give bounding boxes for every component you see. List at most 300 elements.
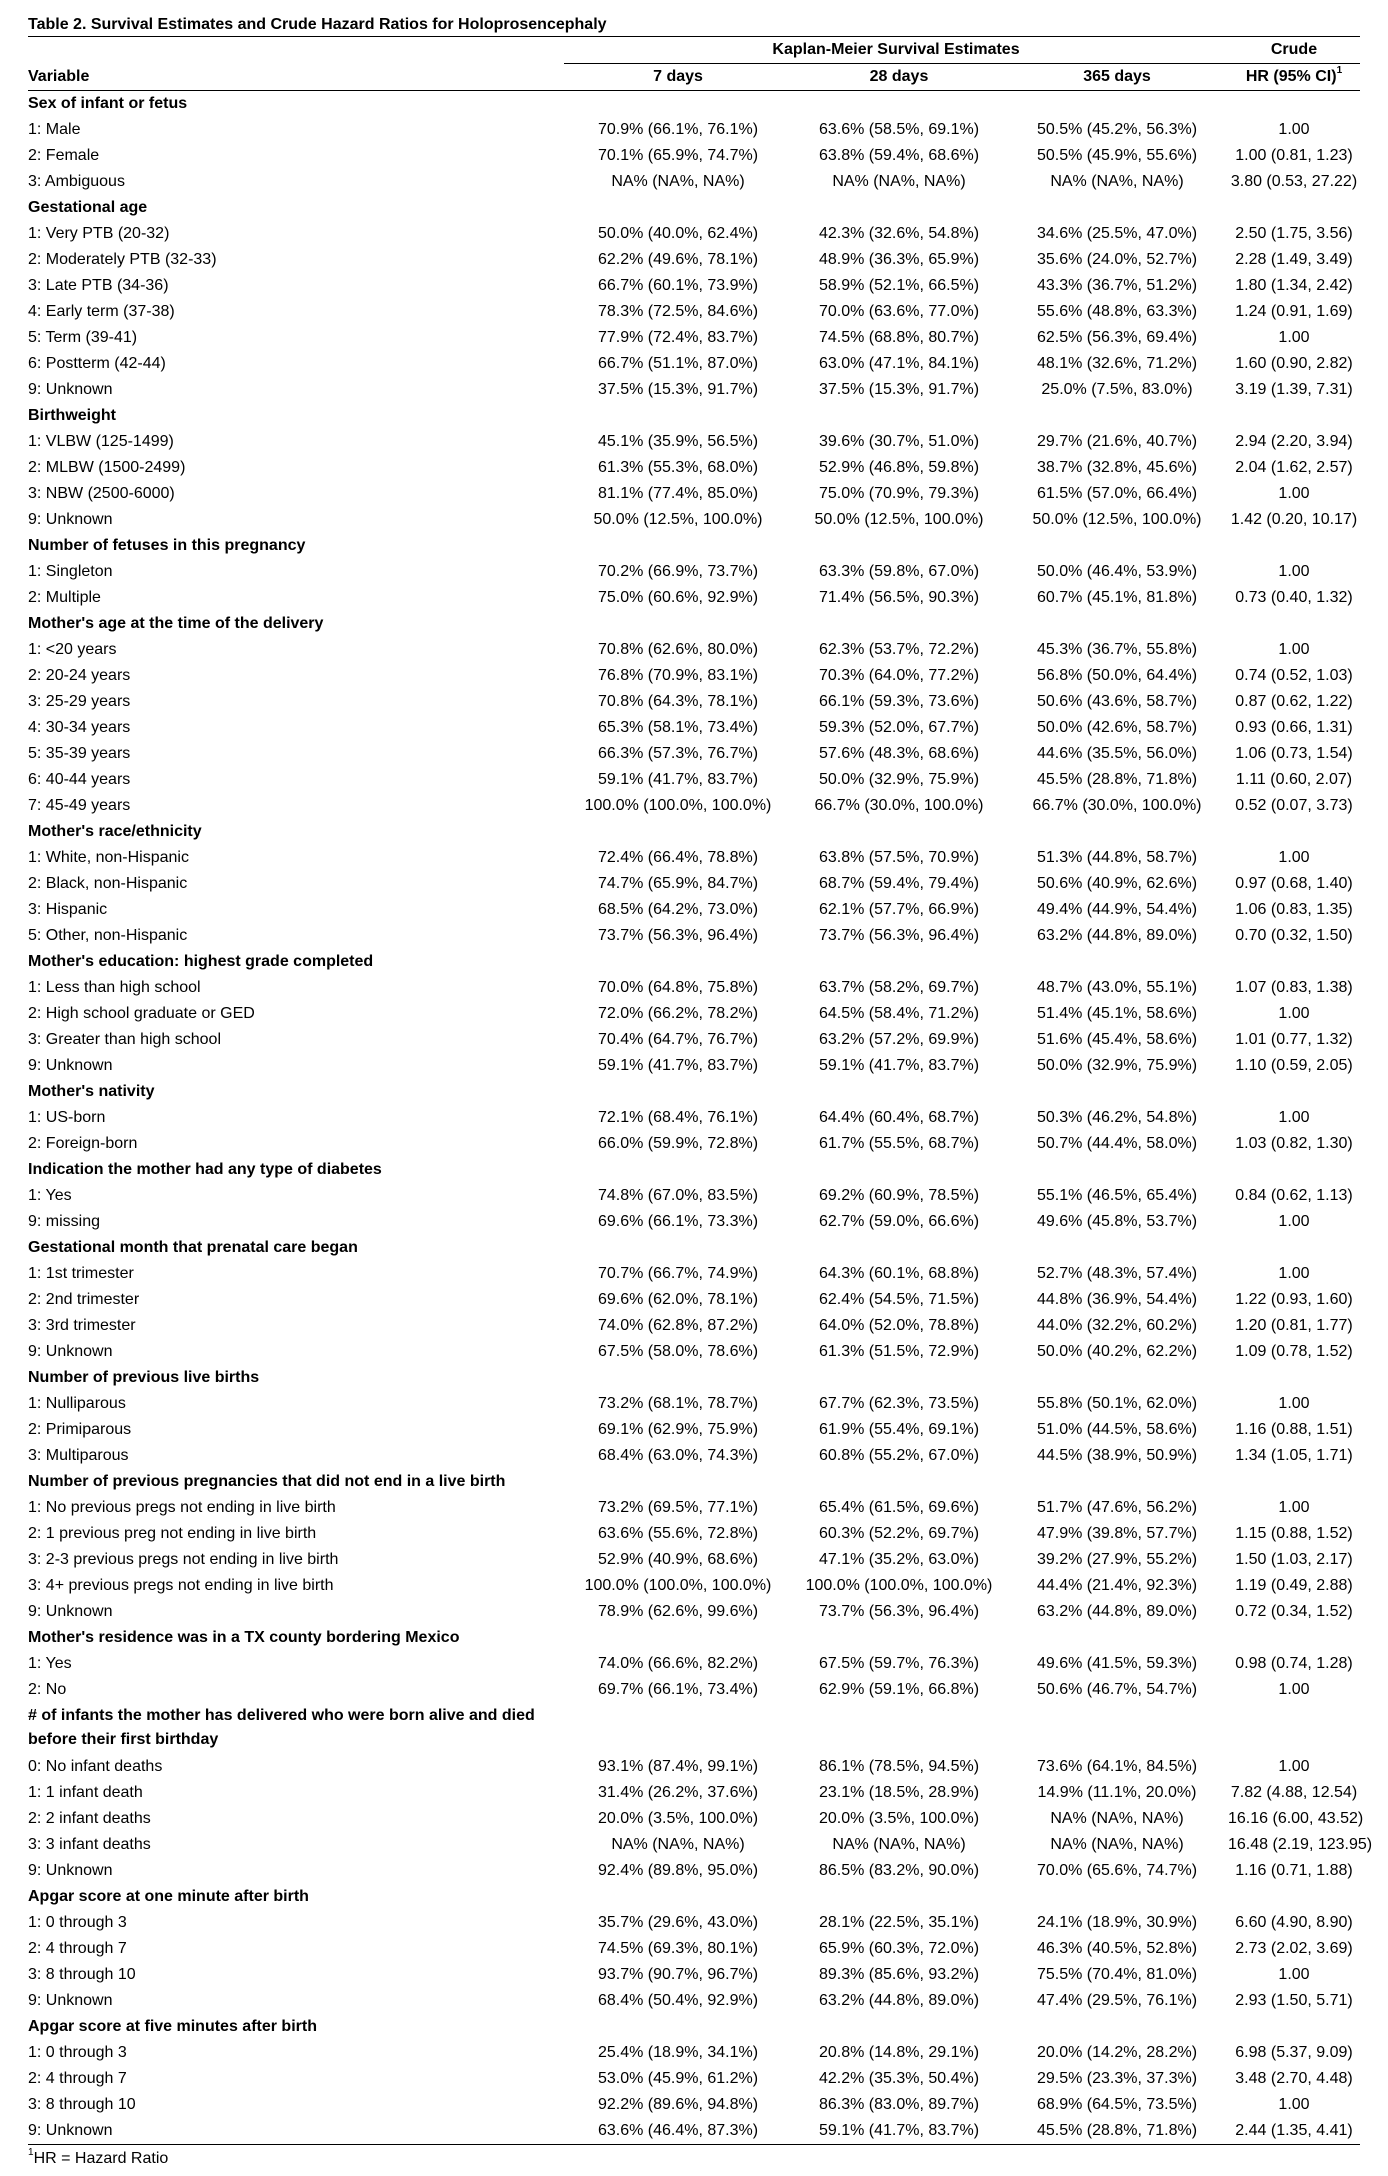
hr-cell: 1.50 (1.03, 2.17)	[1235, 1551, 1353, 1568]
table-row	[28, 1105, 1360, 1131]
hr-cell: 1.00	[1278, 1681, 1310, 1698]
day365-cell: 50.0% (32.9%, 75.9%)	[1036, 1057, 1198, 1074]
day7-cell: 69.1% (62.9%, 75.9%)	[597, 1421, 759, 1438]
day7-cell: 78.9% (62.6%, 99.6%)	[597, 1603, 759, 1620]
day365-cell: 44.8% (36.9%, 54.4%)	[1036, 1291, 1198, 1308]
table-row	[28, 923, 1360, 949]
section-empty-cell	[564, 1235, 792, 1261]
variable-cell: 5: Other, non-Hispanic	[28, 927, 188, 944]
section-title: Number of previous pregnancies that did not end in a live birth	[28, 1473, 506, 1490]
day365-cell: 48.1% (32.6%, 71.2%)	[1036, 355, 1198, 372]
day365-cell: 44.6% (35.5%, 56.0%)	[1036, 745, 1198, 762]
hr-cell: 1.34 (1.05, 1.71)	[1235, 1447, 1353, 1464]
section-empty-cell	[1006, 949, 1228, 975]
day28-cell: 63.8% (59.4%, 68.6%)	[818, 147, 980, 164]
day28-cell: NA% (NA%, NA%)	[832, 1836, 966, 1853]
section-empty-cell	[792, 1703, 1006, 1754]
footnote	[28, 2147, 1360, 2171]
hr-cell: 1.06 (0.83, 1.35)	[1235, 901, 1353, 918]
day7-cell: 66.3% (57.3%, 76.7%)	[597, 745, 759, 762]
day7-cell: 73.2% (69.5%, 77.1%)	[597, 1499, 759, 1516]
hr-cell: 1.11 (0.60, 2.07)	[1235, 771, 1353, 788]
day28-cell: 61.3% (51.5%, 72.9%)	[818, 1343, 980, 1360]
table-row	[28, 975, 1360, 1001]
section-empty-cell	[564, 1703, 792, 1754]
day28-cell: 60.3% (52.2%, 69.7%)	[818, 1525, 980, 1542]
section-empty-cell	[1006, 91, 1228, 118]
variable-cell: 9: Unknown	[28, 2118, 564, 2145]
hr-cell: 2.73 (2.02, 3.69)	[1235, 1940, 1353, 1957]
section-title: Mother's residence was in a TX county bordering Mexico	[28, 1629, 460, 1646]
table-row	[28, 429, 1360, 455]
day28-cell: 39.6% (30.7%, 51.0%)	[818, 433, 980, 450]
variable-cell: 9: Unknown	[28, 381, 113, 398]
section-header-row	[28, 611, 1360, 637]
day7-cell: 78.3% (72.5%, 84.6%)	[597, 303, 759, 320]
day7-cell: 70.8% (64.3%, 78.1%)	[597, 693, 759, 710]
variable-cell: 2: Black, non-Hispanic	[28, 875, 188, 892]
hr-cell: 16.16 (6.00, 43.52)	[1228, 1810, 1364, 1827]
table-row	[28, 1131, 1360, 1157]
section-header-row	[28, 91, 1360, 118]
day28-cell: 61.7% (55.5%, 68.7%)	[818, 1135, 980, 1152]
section-empty-cell	[1006, 195, 1228, 221]
day365-column-header: 365 days	[1006, 64, 1228, 91]
section-empty-cell	[564, 611, 792, 637]
table-row	[28, 767, 1360, 793]
hr-cell: 3.19 (1.39, 7.31)	[1235, 381, 1353, 398]
day28-cell: 67.7% (62.3%, 73.5%)	[818, 1395, 980, 1412]
section-empty-cell	[564, 1884, 792, 1910]
day7-cell: 81.1% (77.4%, 85.0%)	[597, 485, 759, 502]
day7-cell: 50.0% (12.5%, 100.0%)	[593, 511, 763, 528]
section-empty-cell	[564, 949, 792, 975]
variable-cell: 3: 3rd trimester	[28, 1317, 136, 1334]
day28-cell: 75.0% (70.9%, 79.3%)	[818, 485, 980, 502]
day28-cell: 70.3% (64.0%, 77.2%)	[818, 667, 980, 684]
day7-cell: 73.7% (56.3%, 96.4%)	[597, 927, 759, 944]
day28-cell: 61.9% (55.4%, 69.1%)	[818, 1421, 980, 1438]
section-header-row	[28, 533, 1360, 559]
variable-cell: 2: No	[28, 1681, 67, 1698]
hr-cell: 2.28 (1.49, 3.49)	[1235, 251, 1353, 268]
day28-cell: 50.0% (32.9%, 75.9%)	[818, 771, 980, 788]
table-row	[28, 1806, 1360, 1832]
variable-cell: 2: Foreign-born	[28, 1135, 138, 1152]
km-group-header: Kaplan-Meier Survival Estimates	[564, 37, 1228, 64]
day365-cell: 55.1% (46.5%, 65.4%)	[1036, 1187, 1198, 1204]
day7-cell: 63.6% (46.4%, 87.3%)	[564, 2118, 792, 2145]
day7-cell: 72.0% (66.2%, 78.2%)	[597, 1005, 759, 1022]
table-row	[28, 299, 1360, 325]
hr-cell: 1.00	[1278, 1758, 1310, 1775]
section-title: Birthweight	[28, 407, 116, 424]
day365-cell: 46.3% (40.5%, 52.8%)	[1036, 1940, 1198, 1957]
section-empty-cell	[564, 1625, 792, 1651]
day28-cell: 59.3% (52.0%, 67.7%)	[818, 719, 980, 736]
table-row	[28, 377, 1360, 403]
day7-cell: 68.4% (50.4%, 92.9%)	[597, 1992, 759, 2009]
day7-cell: 74.8% (67.0%, 83.5%)	[597, 1187, 759, 1204]
section-empty-cell	[1228, 2014, 1360, 2040]
day28-cell: 63.2% (57.2%, 69.9%)	[818, 1031, 980, 1048]
header-spacer	[28, 37, 564, 64]
table-row	[28, 1910, 1360, 1936]
day28-cell: 59.1% (41.7%, 83.7%)	[818, 1057, 980, 1074]
variable-cell: 2: Female	[28, 147, 100, 164]
day7-cell: 35.7% (29.6%, 43.0%)	[597, 1914, 759, 1931]
table-title: Table 2. Survival Estimates and Crude Hazard Ratios for Holoprosencephaly	[28, 16, 607, 33]
day365-cell: 61.5% (57.0%, 66.4%)	[1036, 485, 1198, 502]
table-row	[28, 507, 1360, 533]
section-header-row	[28, 1703, 1360, 1754]
section-empty-cell	[792, 1235, 1006, 1261]
section-empty-cell	[1228, 1703, 1360, 1754]
table-row	[28, 1313, 1360, 1339]
day7-cell: 70.0% (64.8%, 75.8%)	[597, 979, 759, 996]
section-empty-cell	[792, 611, 1006, 637]
hr-cell: 1.19 (0.49, 2.88)	[1235, 1577, 1353, 1594]
table-row	[28, 1287, 1360, 1313]
day365-cell: 50.0% (12.5%, 100.0%)	[1032, 511, 1202, 528]
variable-cell: 1: 1 infant death	[28, 1784, 143, 1801]
variable-cell: 2: Primiparous	[28, 1421, 132, 1438]
day7-cell: 70.7% (66.7%, 74.9%)	[597, 1265, 759, 1282]
section-title: Indication the mother had any type of diabetes	[28, 1161, 382, 1178]
section-header-row	[28, 1235, 1360, 1261]
variable-cell: 1: Very PTB (20-32)	[28, 225, 170, 242]
day7-cell: 74.0% (66.6%, 82.2%)	[597, 1655, 759, 1672]
section-empty-cell	[1006, 533, 1228, 559]
table-row	[28, 1754, 1360, 1780]
hr-cell: 1.00	[1278, 1005, 1310, 1022]
day28-cell: 64.3% (60.1%, 68.8%)	[818, 1265, 980, 1282]
variable-cell: 2: 2nd trimester	[28, 1291, 140, 1308]
day28-cell: 89.3% (85.6%, 93.2%)	[818, 1966, 980, 1983]
day7-cell: 59.1% (41.7%, 83.7%)	[597, 771, 759, 788]
day365-cell: 47.4% (29.5%, 76.1%)	[1036, 1992, 1198, 2009]
table-row	[28, 1962, 1360, 1988]
variable-cell: 3: Late PTB (34-36)	[28, 277, 169, 294]
section-empty-cell	[1006, 1235, 1228, 1261]
section-header-row	[28, 195, 1360, 221]
day365-cell: 49.6% (41.5%, 59.3%)	[1036, 1655, 1198, 1672]
variable-cell: 9: Unknown	[28, 1992, 113, 2009]
table-row	[28, 1780, 1360, 1806]
day365-cell: 51.3% (44.8%, 58.7%)	[1036, 849, 1198, 866]
hr-cell: 0.87 (0.62, 1.22)	[1235, 693, 1353, 710]
day28-cell: 63.3% (59.8%, 67.0%)	[818, 563, 980, 580]
hr-cell: 2.94 (2.20, 3.94)	[1235, 433, 1353, 450]
day7-cell: 53.0% (45.9%, 61.2%)	[597, 2070, 759, 2087]
hr-cell: 1.00	[1278, 1265, 1310, 1282]
day28-cell: 70.0% (63.6%, 77.0%)	[818, 303, 980, 320]
hr-cell: 1.80 (1.34, 2.42)	[1235, 277, 1353, 294]
variable-cell: 5: 35-39 years	[28, 745, 131, 762]
variable-cell: 3: 4+ previous pregs not ending in live birth	[28, 1577, 334, 1594]
day365-cell: 50.7% (44.4%, 58.0%)	[1036, 1135, 1198, 1152]
day365-cell: 50.0% (40.2%, 62.2%)	[1036, 1343, 1198, 1360]
section-empty-cell	[792, 1625, 1006, 1651]
day7-cell: 66.7% (60.1%, 73.9%)	[597, 277, 759, 294]
section-empty-cell	[792, 1469, 1006, 1495]
section-empty-cell	[1228, 819, 1360, 845]
day365-cell: 20.0% (14.2%, 28.2%)	[1036, 2044, 1198, 2061]
day7-cell: 45.1% (35.9%, 56.5%)	[597, 433, 759, 450]
day365-cell: 50.5% (45.9%, 55.6%)	[1036, 147, 1198, 164]
table-row	[28, 1339, 1360, 1365]
hr-cell: 1.06 (0.73, 1.54)	[1235, 745, 1353, 762]
variable-cell: 2: High school graduate or GED	[28, 1005, 255, 1022]
day365-cell: 55.8% (50.1%, 62.0%)	[1036, 1395, 1198, 1412]
hr-cell: 7.82 (4.88, 12.54)	[1230, 1784, 1358, 1801]
hr-cell: 1.20 (0.81, 1.77)	[1235, 1317, 1353, 1334]
section-empty-cell	[792, 1079, 1006, 1105]
day7-cell: 76.8% (70.9%, 83.1%)	[597, 667, 759, 684]
day7-cell: 59.1% (41.7%, 83.7%)	[597, 1057, 759, 1074]
table-row	[28, 1547, 1360, 1573]
hr-cell: 1.60 (0.90, 2.82)	[1235, 355, 1353, 372]
variable-cell: 1: VLBW (125-1499)	[28, 433, 174, 450]
day7-cell: 72.4% (66.4%, 78.8%)	[597, 849, 759, 866]
day365-cell: 68.9% (64.5%, 73.5%)	[1036, 2096, 1198, 2113]
section-title: Mother's nativity	[28, 1083, 155, 1100]
variable-cell: 4: Early term (37-38)	[28, 303, 175, 320]
table-row	[28, 2092, 1360, 2118]
table-row	[28, 325, 1360, 351]
section-empty-cell	[1006, 1079, 1228, 1105]
day28-cell: 20.0% (3.5%, 100.0%)	[818, 1810, 980, 1827]
section-empty-cell	[564, 2014, 792, 2040]
section-empty-cell	[1006, 611, 1228, 637]
day7-cell: NA% (NA%, NA%)	[611, 1836, 745, 1853]
hr-cell: 2.04 (1.62, 2.57)	[1235, 459, 1353, 476]
variable-cell: 1: <20 years	[28, 641, 117, 658]
table-row	[28, 351, 1360, 377]
hr-cell: 1.16 (0.71, 1.88)	[1235, 1862, 1353, 1879]
day28-cell: 50.0% (12.5%, 100.0%)	[814, 511, 984, 528]
day28-cell: 64.0% (52.0%, 78.8%)	[818, 1317, 980, 1334]
day7-cell: 68.4% (63.0%, 74.3%)	[597, 1447, 759, 1464]
day7-cell: 62.2% (49.6%, 78.1%)	[597, 251, 759, 268]
hr-cell: 6.60 (4.90, 8.90)	[1235, 1914, 1353, 1931]
table-row	[28, 1209, 1360, 1235]
table-row	[28, 273, 1360, 299]
hr-cell: 0.84 (0.62, 1.13)	[1235, 1187, 1353, 1204]
day7-cell: 70.4% (64.7%, 76.7%)	[597, 1031, 759, 1048]
table-row	[28, 845, 1360, 871]
day28-cell: 58.9% (52.1%, 66.5%)	[818, 277, 980, 294]
table-row	[28, 2118, 1360, 2145]
table-row	[28, 741, 1360, 767]
variable-cell: 3: 8 through 10	[28, 2096, 136, 2113]
variable-cell: 2: 20-24 years	[28, 667, 131, 684]
variable-cell: 9: Unknown	[28, 1603, 113, 1620]
day365-cell: 63.2% (44.8%, 89.0%)	[1036, 927, 1198, 944]
table-row	[28, 1573, 1360, 1599]
hr-cell: 1.03 (0.82, 1.30)	[1235, 1135, 1353, 1152]
day28-cell: 63.0% (47.1%, 84.1%)	[818, 355, 980, 372]
variable-cell: 3: 3 infant deaths	[28, 1836, 151, 1853]
variable-cell: 5: Term (39-41)	[28, 329, 138, 346]
day365-cell: NA% (NA%, NA%)	[1050, 173, 1184, 190]
variable-cell: 7: 45-49 years	[28, 797, 131, 814]
variable-cell: 3: 2-3 previous pregs not ending in live birth	[28, 1551, 339, 1568]
day365-cell: 62.5% (56.3%, 69.4%)	[1036, 329, 1198, 346]
table-row	[28, 1053, 1360, 1079]
day28-column-header: 28 days	[792, 64, 1006, 91]
hr-column-header	[1228, 64, 1360, 91]
day365-cell: 48.7% (43.0%, 55.1%)	[1036, 979, 1198, 996]
hr-header-text: HR (95% CI)	[1245, 68, 1337, 85]
day365-cell: 44.4% (21.4%, 92.3%)	[1036, 1577, 1198, 1594]
day28-cell: 52.9% (46.8%, 59.8%)	[818, 459, 980, 476]
section-title: Number of fetuses in this pregnancy	[28, 537, 306, 554]
table-row	[28, 897, 1360, 923]
day365-cell: 50.6% (46.7%, 54.7%)	[1036, 1681, 1198, 1698]
table-row	[28, 2040, 1360, 2066]
day365-cell: 44.5% (38.9%, 50.9%)	[1036, 1447, 1198, 1464]
day28-cell: 86.1% (78.5%, 94.5%)	[818, 1758, 980, 1775]
section-header-row	[28, 403, 1360, 429]
table-row	[28, 1936, 1360, 1962]
day365-cell: 29.7% (21.6%, 40.7%)	[1036, 433, 1198, 450]
section-empty-cell	[564, 1365, 792, 1391]
day365-cell: 38.7% (32.8%, 45.6%)	[1036, 459, 1198, 476]
day28-cell: 74.5% (68.8%, 80.7%)	[818, 329, 980, 346]
table-row	[28, 1495, 1360, 1521]
day7-cell: 75.0% (60.6%, 92.9%)	[597, 589, 759, 606]
section-empty-cell	[564, 819, 792, 845]
hr-cell: 0.98 (0.74, 1.28)	[1235, 1655, 1353, 1672]
variable-column-header: Variable	[28, 64, 564, 91]
hr-cell: 0.73 (0.40, 1.32)	[1235, 589, 1353, 606]
hr-cell: 1.16 (0.88, 1.51)	[1235, 1421, 1353, 1438]
day7-cell: 74.0% (62.8%, 87.2%)	[597, 1317, 759, 1334]
section-empty-cell	[792, 1157, 1006, 1183]
hr-cell: 1.00	[1278, 1499, 1310, 1516]
section-empty-cell	[1006, 2014, 1228, 2040]
table-row	[28, 1521, 1360, 1547]
section-title: Gestational age	[28, 199, 148, 216]
day7-cell: 68.5% (64.2%, 73.0%)	[597, 901, 759, 918]
day28-cell: 66.7% (30.0%, 100.0%)	[814, 797, 984, 814]
day28-cell: 42.2% (35.3%, 50.4%)	[818, 2070, 980, 2087]
section-empty-cell	[1228, 1235, 1360, 1261]
day28-cell: 69.2% (60.9%, 78.5%)	[818, 1187, 980, 1204]
hr-cell: 1.24 (0.91, 1.69)	[1235, 303, 1353, 320]
hr-cell: 1.00	[1278, 563, 1310, 580]
hr-cell: 0.74 (0.52, 1.03)	[1235, 667, 1353, 684]
section-empty-cell	[1228, 91, 1360, 118]
day7-cell: 100.0% (100.0%, 100.0%)	[584, 1577, 772, 1594]
day28-cell: 48.9% (36.3%, 65.9%)	[818, 251, 980, 268]
section-empty-cell	[564, 1157, 792, 1183]
section-empty-cell	[564, 403, 792, 429]
hr-cell: 2.50 (1.75, 3.56)	[1235, 225, 1353, 242]
day28-cell: 63.8% (57.5%, 70.9%)	[818, 849, 980, 866]
day28-cell: 65.4% (61.5%, 69.6%)	[818, 1499, 980, 1516]
day7-cell: 67.5% (58.0%, 78.6%)	[597, 1343, 759, 1360]
section-empty-cell	[792, 403, 1006, 429]
day28-cell: 66.1% (59.3%, 73.6%)	[818, 693, 980, 710]
section-header-row	[28, 1884, 1360, 1910]
hr-cell: 1.00	[1278, 1395, 1310, 1412]
hr-cell: 3.80 (0.53, 27.22)	[1230, 173, 1358, 190]
day365-cell: 25.0% (7.5%, 83.0%)	[1041, 381, 1193, 398]
day7-cell: 72.1% (68.4%, 76.1%)	[597, 1109, 759, 1126]
day365-cell: 50.3% (46.2%, 54.8%)	[1036, 1109, 1198, 1126]
day365-cell: 60.7% (45.1%, 81.8%)	[1036, 589, 1198, 606]
day28-cell: 73.7% (56.3%, 96.4%)	[818, 927, 980, 944]
day28-cell: NA% (NA%, NA%)	[832, 173, 966, 190]
variable-cell: 1: 0 through 3	[28, 1914, 127, 1931]
day28-cell: 23.1% (18.5%, 28.9%)	[818, 1784, 980, 1801]
day28-cell: 63.2% (44.8%, 89.0%)	[818, 1992, 980, 2009]
section-title: Mother's race/ethnicity	[28, 823, 202, 840]
variable-cell: 6: 40-44 years	[28, 771, 131, 788]
table-row	[28, 663, 1360, 689]
day28-cell: 100.0% (100.0%, 100.0%)	[805, 1577, 993, 1594]
day7-cell: 52.9% (40.9%, 68.6%)	[597, 1551, 759, 1568]
section-empty-cell	[792, 2014, 1006, 2040]
variable-cell: 3: 25-29 years	[28, 693, 131, 710]
table-body	[28, 91, 1373, 2145]
day7-cell: 63.6% (55.6%, 72.8%)	[597, 1525, 759, 1542]
day7-cell: 37.5% (15.3%, 91.7%)	[597, 381, 759, 398]
section-empty-cell	[1228, 1469, 1360, 1495]
section-empty-cell	[1228, 195, 1360, 221]
variable-cell: 1: White, non-Hispanic	[28, 849, 189, 866]
variable-cell: 1: 1st trimester	[28, 1265, 134, 1282]
section-empty-cell	[1228, 949, 1360, 975]
day365-cell: 50.6% (40.9%, 62.6%)	[1036, 875, 1198, 892]
hr-cell: 1.00	[1278, 2096, 1310, 2113]
day7-cell: 92.2% (89.6%, 94.8%)	[597, 2096, 759, 2113]
hr-cell: 1.00	[1278, 1109, 1310, 1126]
day28-cell: 28.1% (22.5%, 35.1%)	[818, 1914, 980, 1931]
day365-cell: 45.3% (36.7%, 55.8%)	[1036, 641, 1198, 658]
variable-cell: 9: Unknown	[28, 1862, 113, 1879]
table-row	[28, 1599, 1360, 1625]
day28-cell: 62.3% (53.7%, 72.2%)	[818, 641, 980, 658]
section-empty-cell	[1006, 1365, 1228, 1391]
table-row	[28, 247, 1360, 273]
hr-cell: 1.00	[1278, 1213, 1310, 1230]
hr-cell: 1.00 (0.81, 1.23)	[1235, 147, 1353, 164]
hr-cell: 0.97 (0.68, 1.40)	[1235, 875, 1353, 892]
day365-cell: 45.5% (28.8%, 71.8%)	[1006, 2118, 1228, 2145]
day28-cell: 67.5% (59.7%, 76.3%)	[818, 1655, 980, 1672]
hr-cell: 1.42 (0.20, 10.17)	[1230, 511, 1358, 528]
section-header-row	[28, 1365, 1360, 1391]
hr-cell: 3.48 (2.70, 4.48)	[1235, 2070, 1353, 2087]
day7-cell: 69.7% (66.1%, 73.4%)	[597, 1681, 759, 1698]
day365-cell: 49.6% (45.8%, 53.7%)	[1036, 1213, 1198, 1230]
hr-cell: 1.00	[1278, 121, 1310, 138]
variable-cell: 9: missing	[28, 1213, 101, 1230]
section-empty-cell	[1006, 819, 1228, 845]
variable-cell: 1: US-born	[28, 1109, 106, 1126]
day365-cell: 34.6% (25.5%, 47.0%)	[1036, 225, 1198, 242]
survival-table	[28, 36, 1373, 2145]
table-row	[28, 169, 1360, 195]
day7-cell: NA% (NA%, NA%)	[611, 173, 745, 190]
table-row	[28, 1988, 1360, 2014]
section-title: Number of previous live births	[28, 1369, 260, 1386]
table-row	[28, 143, 1360, 169]
day7-cell: 25.4% (18.9%, 34.1%)	[597, 2044, 759, 2061]
